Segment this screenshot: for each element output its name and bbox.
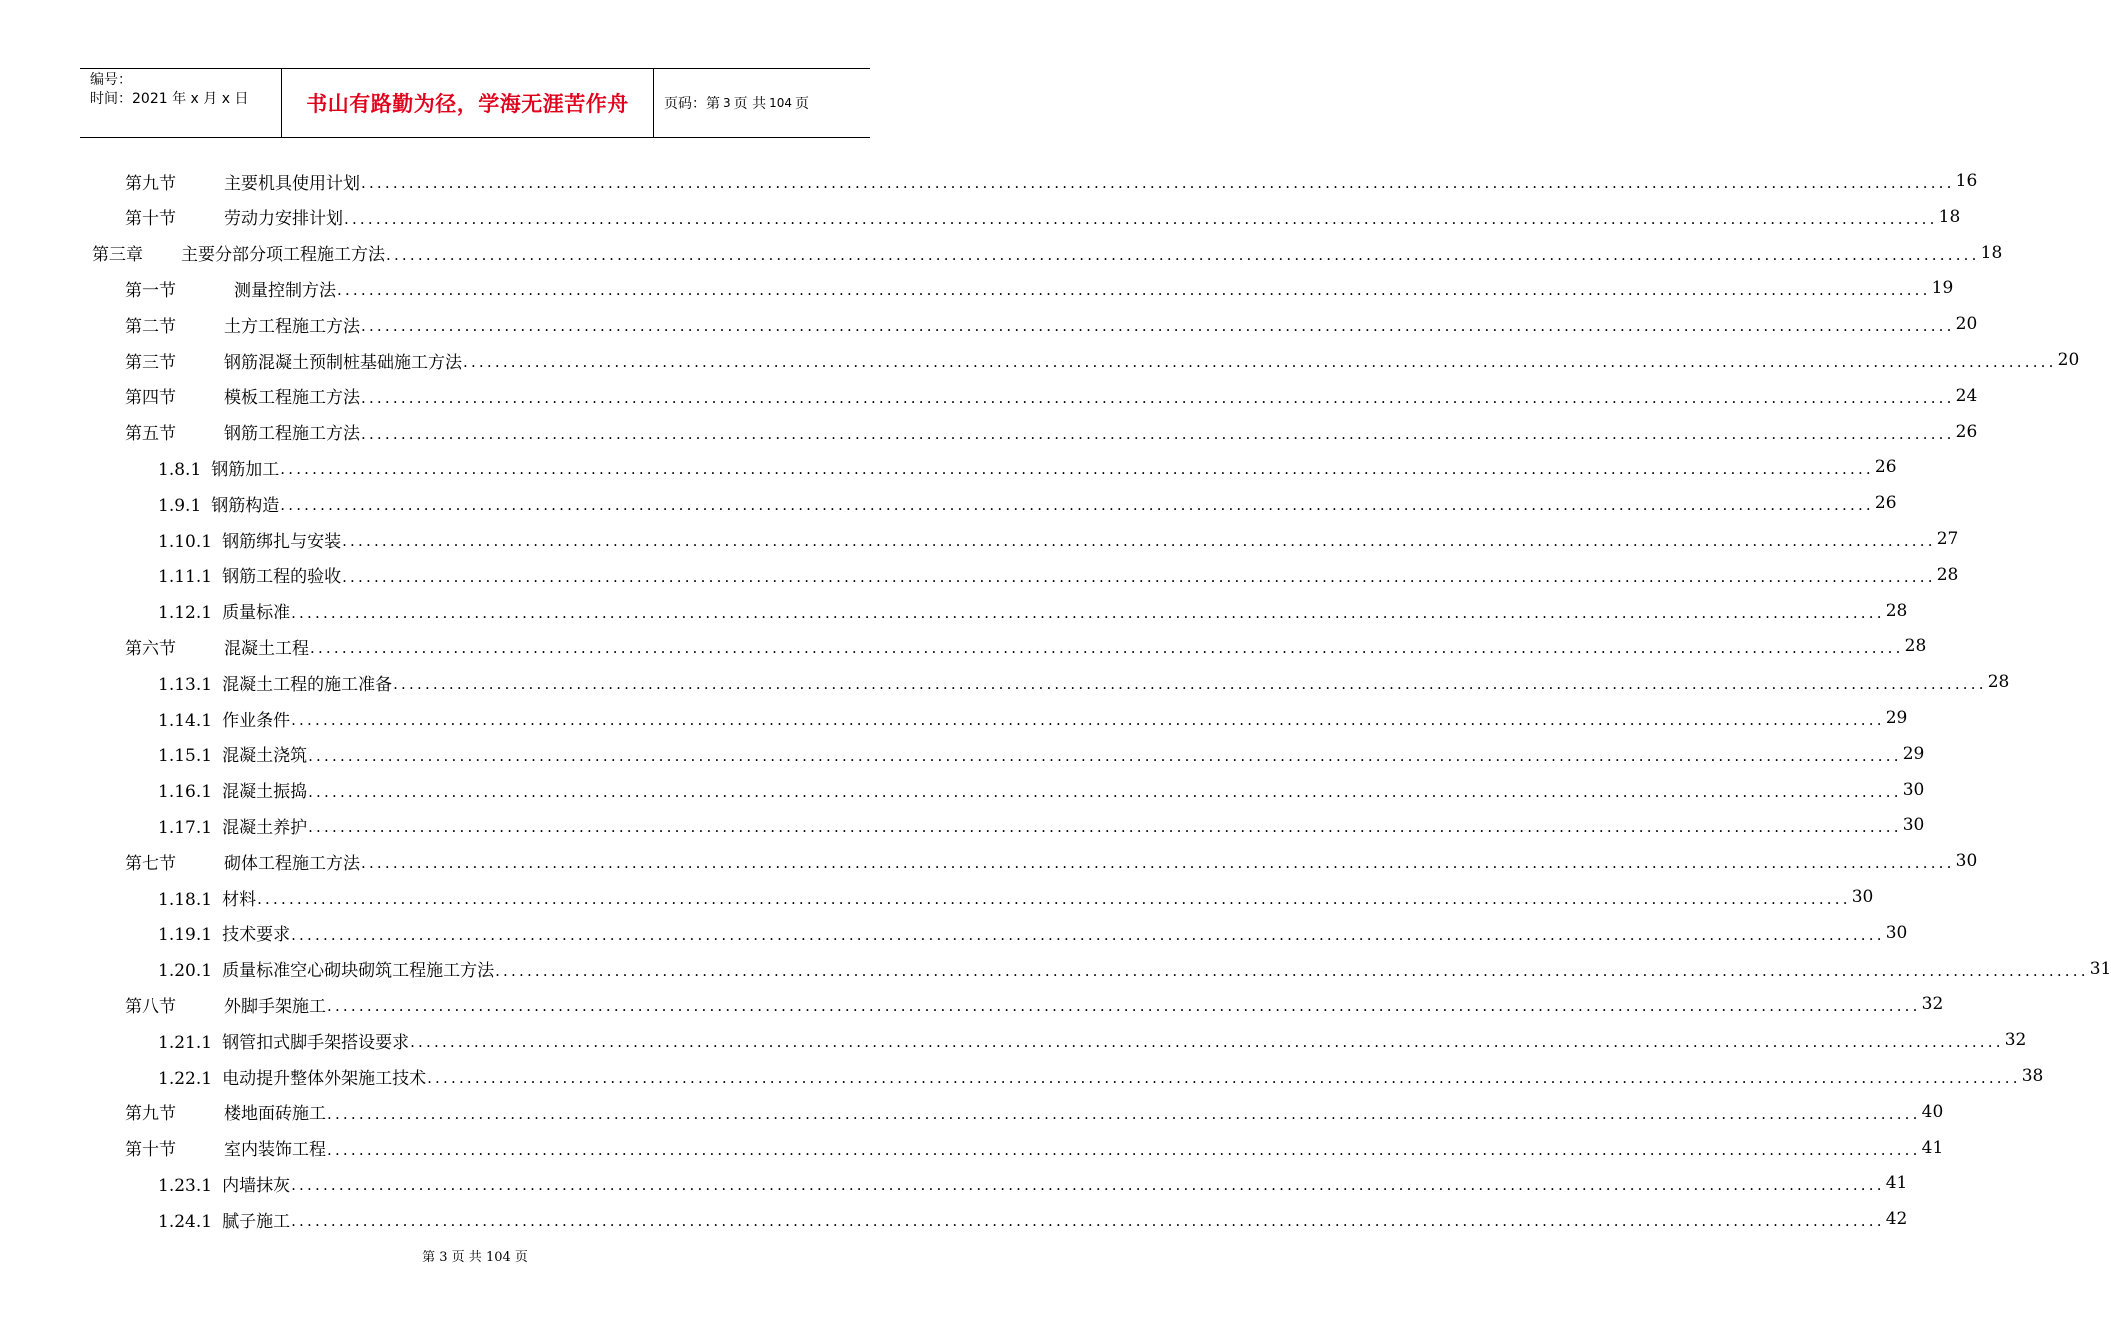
toc-entry[interactable] [125, 1130, 1944, 1166]
toc-entry[interactable] [158, 772, 1925, 808]
page-label-mid: 页 共 [733, 96, 767, 112]
toc-entry-label: 第九节 [125, 173, 176, 194]
toc-entry-label: 1.17.1 [158, 817, 213, 838]
toc-entry-leader: ........................................................................................................................................................................................................ [410, 1033, 2004, 1052]
toc-entry-heading [158, 562, 341, 587]
toc-entry-heading [125, 419, 360, 444]
toc-entry-label: 1.15.1 [158, 746, 213, 767]
toc-entry-heading [125, 383, 360, 408]
footer-current: 3 [439, 1250, 448, 1265]
toc-entry-page: 26 [1874, 457, 1897, 478]
page-current: 3 [723, 96, 731, 110]
toc-entry-title: 钢筋绑扎与安装 [222, 531, 342, 552]
toc-entry-label: 第十节 [125, 1140, 176, 1161]
toc-entry-leader: ........................................................................................................................................................................................................ [308, 782, 1902, 801]
toc-entry-page: 30 [1885, 922, 1908, 943]
toc-entry-leader: ........................................................................................................................................................................................................ [291, 1176, 1885, 1195]
toc-entry-label: 1.9.1 [158, 495, 202, 516]
toc-entry-heading [125, 992, 326, 1017]
toc-entry-page: 16 [1955, 171, 1978, 191]
toc-entry[interactable] [125, 378, 1978, 414]
toc-entry-heading [158, 1171, 290, 1196]
toc-entry[interactable] [125, 986, 1944, 1022]
toc-entry-page: 27 [1936, 529, 1959, 549]
toc-entry-leader: ........................................................................................................................................................................................................ [280, 460, 1874, 479]
toc-entry-leader: ........................................................................................................................................................................................................ [427, 1069, 2021, 1087]
toc-entry-title: 外脚手架施工 [224, 996, 326, 1017]
toc-entry-heading [125, 312, 360, 337]
toc-entry-heading [158, 598, 290, 623]
toc-entry[interactable] [158, 879, 1874, 915]
toc-entry-heading [158, 491, 279, 516]
toc-entry-leader: ........................................................................................................................................................................................................ [393, 675, 1987, 694]
toc-entry-page: 26 [1874, 493, 1897, 514]
toc-entry-leader: ........................................................................................................................................................................................................ [327, 1104, 1921, 1123]
toc-entry-label: 第四节 [125, 388, 176, 409]
toc-entry-title: 钢筋构造 [211, 495, 280, 516]
toc-entry-heading [158, 670, 392, 695]
footer-mid: 页 共 [451, 1250, 482, 1265]
toc-entry-leader: ........................................................................................................................................................................................................ [291, 925, 1885, 944]
toc-entry[interactable] [125, 1094, 1944, 1130]
toc-entry-label: 1.10.1 [158, 531, 213, 552]
toc-entry-page: 30 [1955, 851, 1978, 872]
toc-entry-heading [158, 777, 307, 802]
toc-entry-label: 1.18.1 [158, 889, 213, 910]
toc-entry-label: 1.24.1 [158, 1211, 213, 1232]
toc-entry-heading [125, 348, 462, 373]
toc-entry-page: 20 [2057, 350, 2080, 370]
toc-entry-heading [158, 527, 341, 552]
page-total: 104 [769, 96, 792, 110]
toc-entry-title: 模板工程施工方法 [224, 388, 360, 409]
toc-entry-title: 材料 [222, 889, 257, 910]
toc-entry[interactable] [158, 700, 1908, 736]
toc-entry-heading [158, 1064, 426, 1089]
toc-entry-title: 土方工程施工方法 [224, 316, 360, 337]
toc-entry-heading [125, 204, 343, 229]
toc-entry-label: 第八节 [125, 996, 176, 1017]
toc-entry-page: 42 [1885, 1209, 1908, 1230]
toc-entry-label: 第三节 [125, 352, 176, 373]
toc-entry-page: 29 [1885, 708, 1908, 728]
toc-entry[interactable] [92, 235, 2003, 271]
toc-entry-heading [158, 956, 494, 981]
toc-entry[interactable] [158, 1201, 1908, 1237]
toc-entry-page: 26 [1955, 421, 1978, 442]
toc-entry-heading [125, 1099, 326, 1124]
toc-entry[interactable] [125, 199, 1961, 235]
toc-entry-label: 第九节 [125, 1104, 176, 1125]
toc-entry[interactable] [158, 449, 1897, 485]
toc-entry-leader: ........................................................................................................................................................................................................ [291, 711, 1885, 729]
footer-post: 页 [514, 1250, 528, 1265]
toc-entry-heading [158, 1207, 290, 1232]
toc-entry-label: 第六节 [125, 638, 176, 659]
toc-entry[interactable] [125, 628, 1927, 664]
toc-entry-page: 28 [1936, 564, 1959, 585]
toc-entry-page: 32 [1921, 994, 1944, 1015]
page-label-pre: 页码：第 [664, 96, 720, 112]
toc-entry-page: 31 [2089, 958, 2111, 979]
toc-entry-label: 1.20.1 [158, 961, 213, 982]
toc-entry-title: 混凝土工程的施工准备 [222, 674, 393, 695]
toc-entry-leader: ........................................................................................................................................................................................................ [291, 603, 1885, 622]
toc-entry-leader: ........................................................................................................................................................................................................ [257, 890, 1851, 908]
toc-entry-page: 18 [1980, 242, 2003, 263]
toc-entry-title: 钢筋工程施工方法 [224, 424, 360, 445]
toc-entry-leader: ........................................................................................................................................................................................................ [327, 1140, 1921, 1159]
page-footer [0, 1246, 950, 1265]
page-header [80, 68, 870, 138]
toc-entry-page: 24 [1955, 385, 1978, 406]
header-page-counter [654, 69, 870, 137]
toc-entry-title: 钢管扣式脚手架搭设要求 [222, 1032, 410, 1053]
toc-entry[interactable] [158, 664, 2010, 700]
toc-entry-leader: ........................................................................................................................................................................................................ [361, 854, 1955, 873]
toc-entry-label: 第一节 [125, 280, 176, 301]
toc-entry-heading [125, 849, 360, 874]
toc-entry[interactable] [125, 270, 1954, 306]
toc-entry-leader: ........................................................................................................................................................................................................ [291, 1212, 1885, 1231]
toc-entry-heading [158, 1028, 409, 1053]
toc-entry-label: 第三章 [92, 245, 143, 266]
toc-entry-label: 1.8.1 [158, 459, 202, 480]
toc-entry[interactable] [158, 915, 1908, 951]
toc-entry-heading [158, 706, 290, 731]
toc-entry-leader: ........................................................................................................................................................................................................ [361, 424, 1955, 443]
toc-entry-leader: ........................................................................................................................................................................................................ [361, 317, 1955, 336]
toc-entry-title: 技术要求 [222, 925, 291, 946]
toc-entry-label: 第二节 [125, 316, 176, 337]
toc-entry-page: 29 [1902, 743, 1925, 764]
toc-entry-page: 18 [1938, 206, 1961, 227]
toc-entry-title: 劳动力安排计划 [224, 209, 343, 230]
toc-entry-heading [125, 276, 336, 301]
toc-entry-title: 混凝土振捣 [222, 782, 308, 803]
toc-entry-title: 腻子施工 [222, 1211, 291, 1232]
toc-entry[interactable] [158, 736, 1925, 772]
toc-entry-leader: ........................................................................................................................................................................................................ [495, 961, 2089, 980]
toc-entry[interactable] [158, 951, 2111, 987]
toc-entry-page: 40 [1921, 1101, 1944, 1122]
toc-entry-title: 作业条件 [222, 710, 291, 731]
toc-entry-heading [158, 455, 279, 480]
toc-entry-label: 1.22.1 [158, 1068, 213, 1089]
toc-entry-label: 1.23.1 [158, 1175, 213, 1196]
toc-entry-title: 质量标准 [222, 603, 291, 624]
toc-entry[interactable] [125, 306, 1978, 342]
toc-entry[interactable] [158, 557, 1959, 593]
toc-entry-label: 1.14.1 [158, 710, 213, 731]
toc-entry-label: 第十节 [125, 209, 176, 230]
footer-total: 104 [485, 1250, 511, 1265]
toc-entry-heading [158, 920, 290, 945]
toc-entry-leader: ........................................................................................................................................................................................................ [280, 496, 1874, 515]
toc-entry-page: 20 [1955, 314, 1978, 335]
toc-entry-label: 1.11.1 [158, 567, 213, 588]
toc-entry-heading [158, 813, 307, 838]
toc-entry-label: 第五节 [125, 424, 176, 445]
toc-entry-leader: ........................................................................................................................................................................................................ [342, 567, 1936, 586]
toc-entry-title: 主要分部分项工程施工方法 [181, 245, 385, 266]
toc-entry-page: 28 [1885, 600, 1908, 621]
toc-entry[interactable] [158, 521, 1959, 557]
toc-entry-leader: ........................................................................................................................................................................................................ [308, 818, 1902, 837]
toc-entry-leader: ........................................................................................................................................................................................................ [361, 388, 1955, 407]
toc-entry-heading [125, 1135, 326, 1160]
toc-entry-heading [125, 634, 309, 659]
toc-entry-label: 1.12.1 [158, 603, 213, 624]
toc-entry-leader: ........................................................................................................................................................................................................ [386, 245, 1980, 264]
header-meta [80, 69, 282, 137]
toc-entry-page: 19 [1931, 278, 1954, 299]
header-motto: 书山有路勤为径，学海无涯苦作舟 [282, 69, 654, 137]
page-label-post: 页 [795, 96, 809, 112]
toc-entry[interactable] [158, 485, 1897, 521]
toc-entry[interactable] [158, 1022, 2027, 1058]
toc-entry-label: 1.13.1 [158, 674, 213, 695]
toc-entry-title: 质量标准空心砌块砌筑工程施工方法 [222, 961, 495, 982]
toc-entry[interactable] [158, 807, 1925, 843]
toc-entry-title: 钢筋加工 [211, 459, 280, 480]
toc-entry-page: 32 [2004, 1030, 2027, 1051]
toc-entry-leader: ........................................................................................................................................................................................................ [344, 209, 1938, 228]
toc-entry-leader: ........................................................................................................................................................................................................ [342, 532, 1936, 550]
toc-entry-label: 1.16.1 [158, 782, 213, 803]
toc-entry-page: 30 [1902, 779, 1925, 800]
toc-entry-page: 28 [1987, 672, 2010, 693]
toc-entry-heading [125, 169, 360, 194]
toc-entry-label: 1.19.1 [158, 925, 213, 946]
toc-entry[interactable] [158, 1058, 2044, 1094]
toc-entry-page: 30 [1851, 887, 1874, 907]
footer-pre: 第 [422, 1250, 436, 1265]
document-date: 时间：2021 年 x 月 x 日 [90, 91, 249, 107]
toc-entry-title: 电动提升整体外架施工技术 [222, 1068, 427, 1089]
toc-entry-leader: ........................................................................................................................................................................................................ [327, 997, 1921, 1016]
toc-entry-page: 41 [1921, 1137, 1944, 1158]
toc-entry-title: 主要机具使用计划 [224, 173, 360, 194]
toc-entry-page: 28 [1904, 636, 1927, 657]
toc-entry[interactable] [125, 342, 2080, 378]
toc-entry-label: 第七节 [125, 853, 176, 874]
toc-entry-title: 室内装饰工程 [224, 1140, 326, 1161]
toc-entry-label: 1.21.1 [158, 1032, 213, 1053]
toc-entry[interactable] [125, 843, 1978, 879]
toc-entry-title: 混凝土养护 [222, 817, 308, 838]
toc-entry-title: 钢筋工程的验收 [222, 567, 342, 588]
toc-entry-leader: ........................................................................................................................................................................................................ [310, 639, 1904, 658]
toc-entry-page: 38 [2021, 1066, 2044, 1086]
toc-entry-leader: ........................................................................................................................................................................................................ [308, 746, 1902, 765]
document-number-label: 编号： [90, 72, 132, 88]
toc-entry-title: 混凝土浇筑 [222, 746, 308, 767]
toc-entry[interactable] [125, 414, 1978, 450]
toc-entry-heading [158, 741, 307, 766]
toc-entry-leader: ........................................................................................................................................................................................................ [463, 353, 2057, 371]
toc-entry-title: 测量控制方法 [234, 280, 336, 301]
toc-entry-title: 楼地面砖施工 [224, 1104, 326, 1125]
toc-entry[interactable] [125, 163, 1978, 199]
toc-entry-page: 30 [1902, 815, 1925, 836]
toc-entry-leader: ........................................................................................................................................................................................................ [337, 281, 1931, 300]
toc-entry-title: 砌体工程施工方法 [224, 853, 360, 874]
toc-entry[interactable] [158, 593, 1908, 629]
toc-entry-heading [92, 240, 385, 265]
toc-entry-title: 混凝土工程 [224, 638, 309, 659]
toc-entry-heading [158, 885, 256, 910]
toc-entry-leader: ........................................................................................................................................................................................................ [361, 174, 1955, 192]
toc-entry[interactable] [158, 1165, 1908, 1201]
toc-entry-page: 41 [1885, 1173, 1908, 1194]
toc-entry-title: 钢筋混凝土预制桩基础施工方法 [224, 352, 462, 373]
toc-entry-title: 内墙抹灰 [222, 1175, 291, 1196]
